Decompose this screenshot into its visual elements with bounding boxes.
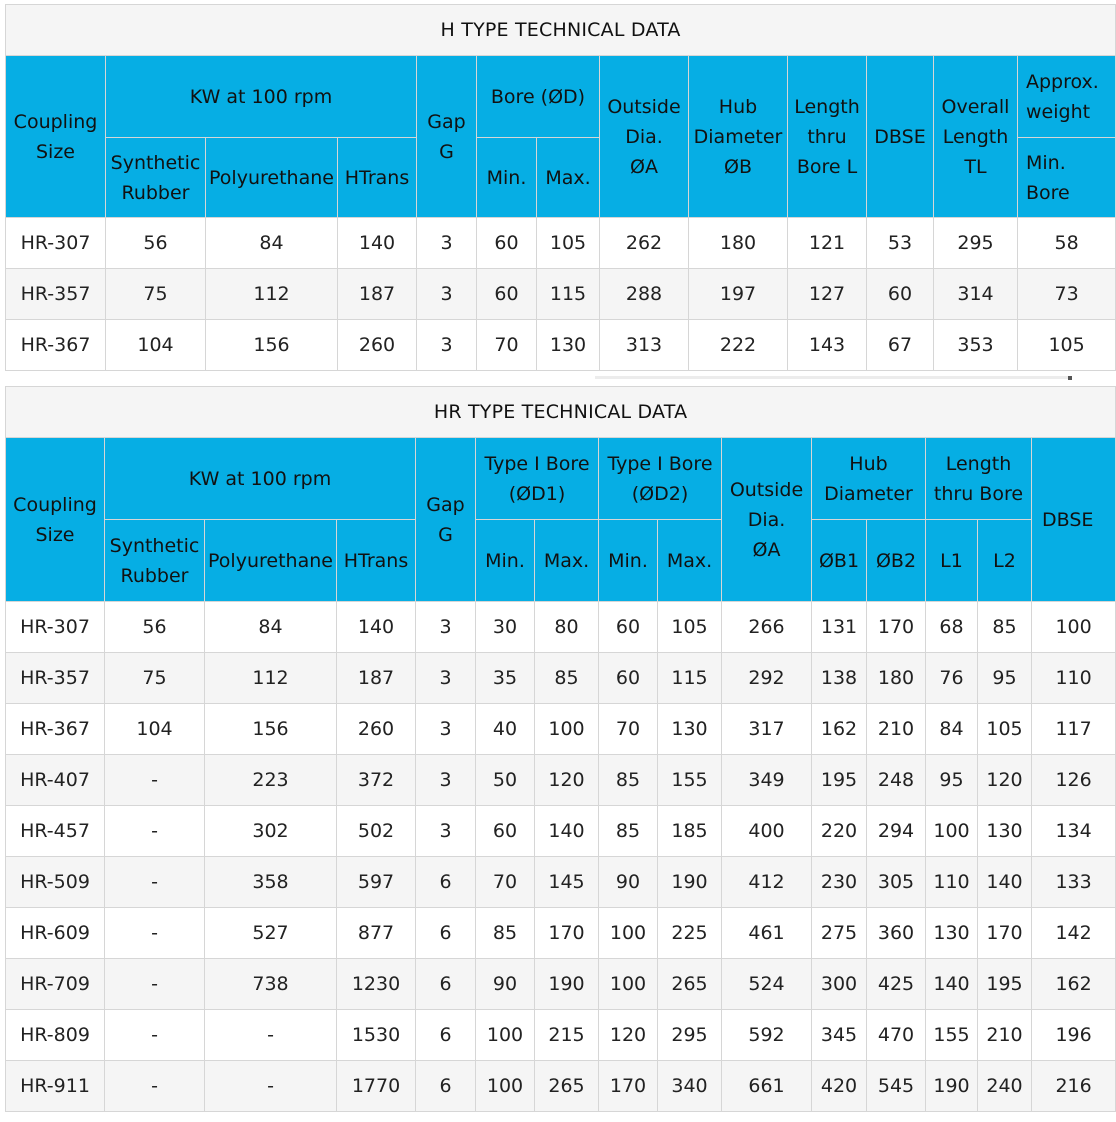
table-cell: 100 [599,959,658,1010]
table-cell: 140 [926,959,978,1010]
table-row [6,857,1116,908]
table-row [6,320,1116,371]
col-polyurethane: Polyurethane [205,520,337,602]
table-cell: 1530 [337,1010,416,1061]
table-cell: 300 [812,959,867,1010]
table-cell: 126 [1032,755,1116,806]
table-cell: 266 [722,602,812,653]
table-cell: 3 [417,269,477,320]
col-bore-min: Min. [477,138,537,218]
table-cell: 3 [416,704,476,755]
table-cell: 155 [658,755,722,806]
coupling-size-cell: HR-367 [6,704,105,755]
table-cell: 225 [658,908,722,959]
table-cell: 156 [206,320,338,371]
table-cell: 195 [812,755,867,806]
table-cell: 56 [106,218,206,269]
table-cell: 3 [416,602,476,653]
table-cell: 85 [978,602,1032,653]
table-cell: 180 [867,653,926,704]
table-cell: 190 [535,959,599,1010]
table-cell: 50 [476,755,535,806]
table-cell: 90 [476,959,535,1010]
table-cell: 156 [205,704,337,755]
table-cell: 100 [476,1061,535,1112]
col-kw-group: KW at 100 rpm [106,56,417,138]
table-cell: 100 [1032,602,1116,653]
table-cell: 294 [867,806,926,857]
table-cell: 67 [867,320,934,371]
col-bore-max: Max. [537,138,600,218]
table-cell: 130 [978,806,1032,857]
table-cell: - [105,1010,205,1061]
table-cell: 70 [599,704,658,755]
table-cell: 240 [978,1061,1032,1112]
table-row [6,1010,1116,1061]
col-dbse: DBSE [867,56,934,218]
table-cell: 597 [337,857,416,908]
table-cell: 117 [1032,704,1116,755]
table-cell: 85 [599,755,658,806]
table-cell: 70 [476,857,535,908]
table-cell: 60 [476,806,535,857]
table-cell: 60 [477,218,537,269]
table-cell: 345 [812,1010,867,1061]
table-cell: 215 [535,1010,599,1061]
coupling-size-cell: HR-709 [6,959,105,1010]
table-cell: - [205,1010,337,1061]
table-cell: 6 [416,857,476,908]
col-approx-weight: Approx. weight [1018,56,1116,138]
table-row [6,218,1116,269]
col-outside-dia: Outside Dia. ØA [600,56,689,218]
col-kw-group: KW at 100 rpm [105,438,416,520]
col-gap: Gap G [416,438,476,602]
table-cell: 115 [658,653,722,704]
table-cell: 196 [1032,1010,1116,1061]
table-cell: 131 [812,602,867,653]
table-cell: 187 [337,653,416,704]
coupling-size-cell: HR-407 [6,755,105,806]
table-cell: 6 [416,908,476,959]
col-coupling-size: Coupling Size [6,56,106,218]
table-cell: 358 [205,857,337,908]
table-cell: - [105,755,205,806]
table-cell: 360 [867,908,926,959]
table-cell: 400 [722,806,812,857]
h-type-table-wrapper [5,4,1099,372]
col-synthetic-rubber: Synthetic Rubber [106,138,206,218]
table-cell: 138 [812,653,867,704]
table-cell: 127 [788,269,867,320]
table-cell: 3 [416,755,476,806]
col-hub-diameter-group: Hub Diameter [812,438,926,520]
table-cell: 3 [416,806,476,857]
h-type-table-body [6,218,1116,371]
col-type2-bore-group: Type I Bore (ØD2) [599,438,722,520]
hr-type-table-body [6,602,1116,1112]
table-cell: 60 [599,653,658,704]
table-cell: 275 [812,908,867,959]
table-cell: 170 [535,908,599,959]
table-cell: - [105,857,205,908]
table-cell: 84 [205,602,337,653]
hr-type-table-wrapper [5,386,1094,1116]
coupling-size-cell: HR-357 [6,269,106,320]
table-cell: 349 [722,755,812,806]
table-cell: 470 [867,1010,926,1061]
table-row [6,908,1116,959]
table-cell: 76 [926,653,978,704]
table-cell: 527 [205,908,337,959]
table-cell: 70 [477,320,537,371]
coupling-size-cell: HR-609 [6,908,105,959]
table-cell: 75 [105,653,205,704]
col-coupling-size: Coupling Size [6,438,105,602]
table-cell: 30 [476,602,535,653]
table-cell: 85 [476,908,535,959]
table-cell: 1230 [337,959,416,1010]
h-type-title: H TYPE TECHNICAL DATA [6,5,1116,56]
table-cell: 292 [722,653,812,704]
table-cell: 130 [926,908,978,959]
table-cell: 68 [926,602,978,653]
table-cell: 142 [1032,908,1116,959]
table-cell: 248 [867,755,926,806]
table-row [6,959,1116,1010]
table-cell: 35 [476,653,535,704]
table-cell: 222 [689,320,788,371]
table-cell: 6 [416,1061,476,1112]
col-synthetic-rubber: Synthetic Rubber [105,520,205,602]
col-d1-max: Max. [535,520,599,602]
hr-type-title: HR TYPE TECHNICAL DATA [6,387,1116,438]
table-cell: 220 [812,806,867,857]
col-length-thru-bore: Length thru Bore L [788,56,867,218]
table-cell: 230 [812,857,867,908]
table-cell: 180 [689,218,788,269]
table-cell: 305 [867,857,926,908]
table-cell: - [105,1061,205,1112]
table-cell: 170 [978,908,1032,959]
coupling-size-cell: HR-307 [6,218,106,269]
table-cell: 58 [1018,218,1116,269]
col-dbse: DBSE [1032,438,1116,602]
table-cell: 545 [867,1061,926,1112]
table-cell: 53 [867,218,934,269]
table-cell: 110 [1032,653,1116,704]
table-cell: 60 [477,269,537,320]
table-cell: 105 [537,218,600,269]
table-cell: 3 [416,653,476,704]
col-gap: Gap G [417,56,477,218]
table-cell: 265 [658,959,722,1010]
table-cell: 288 [600,269,689,320]
table-cell: 302 [205,806,337,857]
coupling-size-cell: HR-809 [6,1010,105,1061]
table-cell: 170 [599,1061,658,1112]
hr-type-table [5,386,1116,1112]
table-cell: 100 [476,1010,535,1061]
table-cell: 195 [978,959,1032,1010]
table-cell: 130 [537,320,600,371]
table-cell: 313 [600,320,689,371]
table-cell: 120 [535,755,599,806]
table-cell: 105 [1018,320,1116,371]
col-type1-bore-group: Type I Bore (ØD1) [476,438,599,520]
table-cell: 295 [658,1010,722,1061]
table-cell: 115 [537,269,600,320]
table-cell: 340 [658,1061,722,1112]
table-cell: 185 [658,806,722,857]
col-htrans: HTrans [338,138,417,218]
table-cell: - [205,1061,337,1112]
table-cell: 592 [722,1010,812,1061]
table-cell: 84 [926,704,978,755]
table-cell: 140 [338,218,417,269]
table-cell: 143 [788,320,867,371]
table-cell: 295 [934,218,1018,269]
table-cell: 372 [337,755,416,806]
table-cell: 314 [934,269,1018,320]
table-cell: 3 [417,320,477,371]
coupling-size-cell: HR-509 [6,857,105,908]
table-row [6,653,1116,704]
table-cell: 162 [812,704,867,755]
coupling-size-cell: HR-367 [6,320,106,371]
table-cell: 155 [926,1010,978,1061]
table-cell: 105 [658,602,722,653]
table-cell: 121 [788,218,867,269]
table-cell: 104 [105,704,205,755]
table-cell: 412 [722,857,812,908]
table-cell: 95 [978,653,1032,704]
table-cell: 524 [722,959,812,1010]
col-d2-min: Min. [599,520,658,602]
table-cell: 80 [535,602,599,653]
table-cell: 187 [338,269,417,320]
table-cell: 216 [1032,1061,1116,1112]
table-cell: 112 [206,269,338,320]
table-separator [595,376,1070,379]
table-row [6,704,1116,755]
table-cell: 1770 [337,1061,416,1112]
table-cell: 3 [417,218,477,269]
table-row [6,806,1116,857]
col-min-bore: Min. Bore [1018,138,1116,218]
table-cell: 210 [867,704,926,755]
table-cell: 140 [337,602,416,653]
table-cell: 110 [926,857,978,908]
table-cell: 661 [722,1061,812,1112]
table-cell: 73 [1018,269,1116,320]
table-cell: 120 [599,1010,658,1061]
table-cell: 140 [535,806,599,857]
table-row [6,269,1116,320]
table-cell: - [105,959,205,1010]
table-cell: 100 [599,908,658,959]
table-cell: 75 [106,269,206,320]
table-cell: 100 [535,704,599,755]
table-cell: 190 [926,1061,978,1112]
table-cell: 170 [867,602,926,653]
table-cell: 133 [1032,857,1116,908]
table-cell: 210 [978,1010,1032,1061]
table-cell: 425 [867,959,926,1010]
table-row [6,1061,1116,1112]
table-cell: 104 [106,320,206,371]
table-cell: 85 [535,653,599,704]
table-cell: 317 [722,704,812,755]
col-hub-b2: ØB2 [867,520,926,602]
table-cell: 90 [599,857,658,908]
table-cell: 84 [206,218,338,269]
table-cell: 56 [105,602,205,653]
col-bore-group: Bore (ØD) [477,56,600,138]
coupling-size-cell: HR-307 [6,602,105,653]
table-row [6,602,1116,653]
col-hub-b1: ØB1 [812,520,867,602]
table-cell: 353 [934,320,1018,371]
table-cell: 85 [599,806,658,857]
table-row [6,755,1116,806]
table-cell: 112 [205,653,337,704]
table-cell: 105 [978,704,1032,755]
table-cell: 6 [416,959,476,1010]
col-outside-dia: Outside Dia. ØA [722,438,812,602]
table-cell: 60 [599,602,658,653]
table-cell: 162 [1032,959,1116,1010]
coupling-size-cell: HR-911 [6,1061,105,1112]
coupling-size-cell: HR-357 [6,653,105,704]
col-hub-diameter: Hub Diameter ØB [689,56,788,218]
col-overall-length: Overall Length TL [934,56,1018,218]
coupling-size-cell: HR-457 [6,806,105,857]
table-cell: 877 [337,908,416,959]
col-htrans: HTrans [337,520,416,602]
col-length-l2: L2 [978,520,1032,602]
table-cell: 100 [926,806,978,857]
table-cell: 120 [978,755,1032,806]
table-cell: 738 [205,959,337,1010]
table-cell: 502 [337,806,416,857]
table-cell: - [105,806,205,857]
table-cell: - [105,908,205,959]
table-cell: 197 [689,269,788,320]
table-cell: 6 [416,1010,476,1061]
table-cell: 145 [535,857,599,908]
col-length-thru-bore-group: Length thru Bore [926,438,1032,520]
table-cell: 95 [926,755,978,806]
table-cell: 40 [476,704,535,755]
table-cell: 190 [658,857,722,908]
col-length-l1: L1 [926,520,978,602]
col-polyurethane: Polyurethane [206,138,338,218]
table-cell: 223 [205,755,337,806]
table-cell: 461 [722,908,812,959]
table-cell: 260 [337,704,416,755]
table-cell: 420 [812,1061,867,1112]
table-cell: 265 [535,1061,599,1112]
table-cell: 140 [978,857,1032,908]
separator-marker [1068,376,1072,380]
table-cell: 262 [600,218,689,269]
table-cell: 260 [338,320,417,371]
table-cell: 130 [658,704,722,755]
col-d1-min: Min. [476,520,535,602]
h-type-table [5,4,1116,371]
table-cell: 60 [867,269,934,320]
table-cell: 134 [1032,806,1116,857]
col-d2-max: Max. [658,520,722,602]
